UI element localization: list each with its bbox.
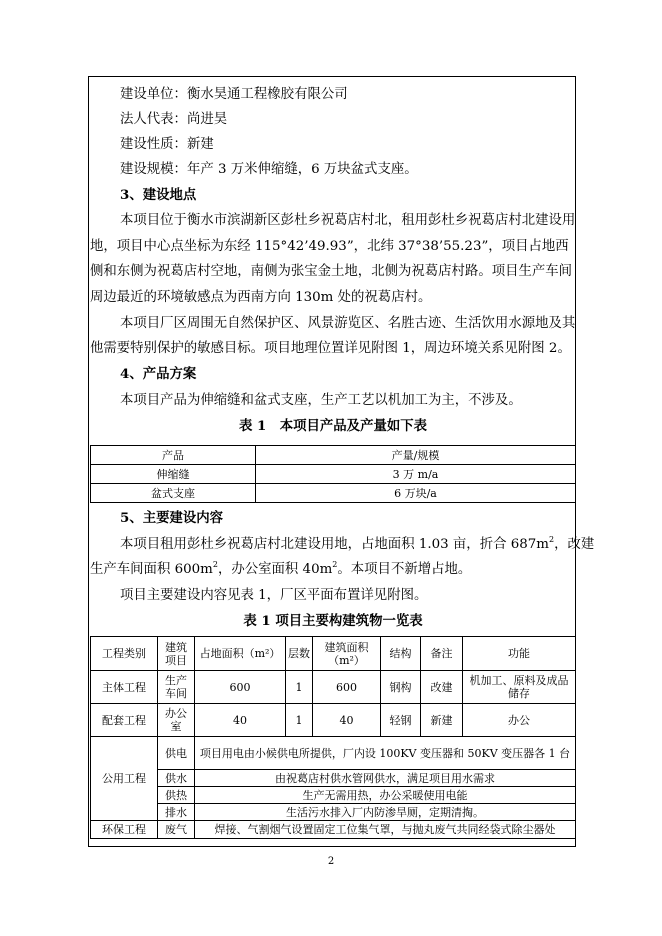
construction-scale: 建设规模：年产 3 万米伸缩缝，6 万块盆式支座。 xyxy=(120,162,418,177)
table-cell: 供热 xyxy=(158,787,195,804)
location-line-3: 侧和东侧为祝葛店村空地，南侧为张宝金土地，北侧为祝葛店村路。项目生产车间 xyxy=(90,264,573,279)
table-header: 备注 xyxy=(421,637,463,671)
product-description: 本项目产品为伸缩缝和盆式支座，生产工艺以机加工为主，不涉及。 xyxy=(120,393,522,408)
table-cell: 办公 xyxy=(463,704,576,737)
table-cell: 6 万块/a xyxy=(256,484,576,503)
table-header: 层数 xyxy=(286,637,313,671)
table-row xyxy=(91,770,576,787)
table-cell: 600 xyxy=(195,671,286,704)
table-cell: 由祝葛店村供水管网供水，满足项目用水需求 xyxy=(195,770,576,787)
table-cell: 焊接、气割烟气设置固定工位集气罩，与抛丸废气共同经袋式除尘器处 xyxy=(195,821,576,839)
table-cell: 办公室 xyxy=(158,704,195,737)
table-cell: 新建 xyxy=(421,704,463,737)
table-cell: 生活污水排入厂内防渗旱厕，定期清掏。 xyxy=(195,804,576,821)
table-header-row xyxy=(91,446,576,465)
build-line-1: 本项目租用彭杜乡祝葛店村北建设用地，占地面积 1.03 亩，折合 $687m^2$，改建 xyxy=(120,534,595,552)
table-cell: 公用工程 xyxy=(91,737,158,821)
table-header-row xyxy=(91,637,576,671)
build-line-2: 生产车间面积 $600m^2$，办公室面积 $40m^2$。本项目不新增占地。 xyxy=(90,559,472,577)
table-cell: 生产无需用热，办公采暖使用电能 xyxy=(195,787,576,804)
table-header: 工程类别 xyxy=(91,637,158,671)
table-cell: 项目用电由小候供电所提供，厂内设 100KV 变压器和 50KV 变压器各 1 台 xyxy=(195,737,576,770)
table-cell: 主体工程 xyxy=(91,671,158,704)
table-row xyxy=(91,737,576,770)
environment-line-1: 本项目厂区周围无自然保护区、风景游览区、名胜古迹、生活饮用水源地及其 xyxy=(120,316,576,331)
table1-caption: 表 1 本项目产品及产量如下表 xyxy=(238,418,428,434)
table-cell: 盆式支座 xyxy=(91,484,256,503)
table-cell: 供水 xyxy=(158,770,195,787)
environment-line-2: 他需要特别保护的敏感目标。项目地理位置详见附图 1，周边环境关系见附图 2。 xyxy=(90,341,571,356)
table-row xyxy=(91,671,576,704)
table-row xyxy=(91,804,576,821)
table-cell: 废气 xyxy=(158,821,195,839)
table-row xyxy=(91,704,576,737)
construction-nature: 建设性质：新建 xyxy=(120,137,214,152)
table-cell: 40 xyxy=(195,704,286,737)
product-table xyxy=(90,445,576,503)
section-heading-3: 3、建设地点 xyxy=(120,187,197,203)
table-cell: 伸缩缝 xyxy=(91,465,256,484)
table-row xyxy=(91,787,576,804)
table-row xyxy=(91,484,576,503)
location-line-2: 地，项目中心点坐标为东经 115°42’49.93”，北纬 37°38’55.23”，项目占地西 xyxy=(90,239,569,254)
table-cell: 1 xyxy=(286,704,313,737)
table2-caption: 表 1 项目主要构建筑物一览表 xyxy=(243,613,423,629)
table-cell: 环保工程 xyxy=(91,821,158,839)
legal-representative: 法人代表：尚进昊 xyxy=(120,112,228,127)
table-cell: 供电 xyxy=(158,737,195,770)
build-line-3: 项目主要建设内容见表 1，厂区平面布置详见附图。 xyxy=(120,588,428,603)
table-cell: 40 xyxy=(313,704,381,737)
table-header: 建筑面积（m²） xyxy=(313,637,381,671)
table-header: 结构 xyxy=(381,637,421,671)
table-cell: 改建 xyxy=(421,671,463,704)
location-line-1: 本项目位于衡水市滨湖新区彭杜乡祝葛店村北，租用彭杜乡祝葛店村北建设用 xyxy=(120,213,576,228)
table-cell: 配套工程 xyxy=(91,704,158,737)
table-header: 建筑项目 xyxy=(158,637,195,671)
table-cell: 钢构 xyxy=(381,671,421,704)
page-number: 2 xyxy=(327,856,335,867)
location-line-4: 周边最近的环境敏感点为西南方向 130m 处的祝葛店村。 xyxy=(90,290,432,305)
building-table xyxy=(90,636,576,839)
table-cell: 机加工、原料及成品储存 xyxy=(463,671,576,704)
table-cell: 3 万 m/a xyxy=(256,465,576,484)
table-cell: 排水 xyxy=(158,804,195,821)
table-row xyxy=(91,465,576,484)
table-header: 产量/规模 xyxy=(256,446,576,465)
table-cell: 生产车间 xyxy=(158,671,195,704)
table-header: 占地面积（m²） xyxy=(195,637,286,671)
table-cell: 轻钢 xyxy=(381,704,421,737)
table-header: 产品 xyxy=(91,446,256,465)
table-cell: 600 xyxy=(313,671,381,704)
section-heading-4: 4、产品方案 xyxy=(120,366,197,382)
table-cell: 1 xyxy=(286,671,313,704)
table-row xyxy=(91,821,576,839)
construction-unit: 建设单位：衡水昊通工程橡胶有限公司 xyxy=(120,87,348,102)
table-header: 功能 xyxy=(463,637,576,671)
section-heading-5: 5、主要建设内容 xyxy=(120,510,224,526)
